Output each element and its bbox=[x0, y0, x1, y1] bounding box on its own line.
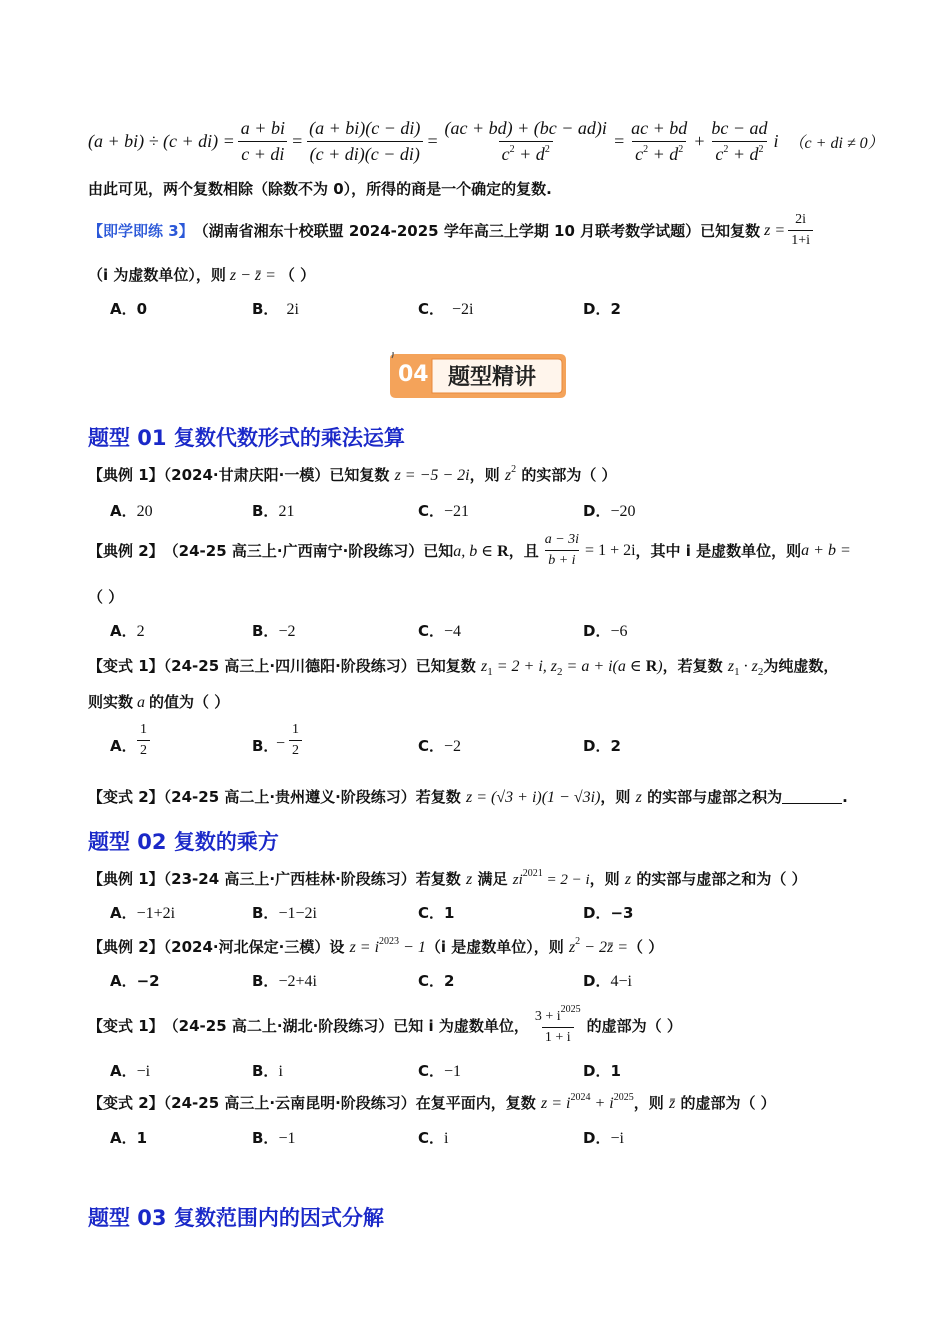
type-02-example-1: 【典例 1】（23-24 高三上·广西桂林·阶段练习）若复数 z 满足 $zi^{2021} = 2 - i$，则 z 的实部与虚部之和为（ ） bbox=[88, 868, 807, 888]
t2ex1-option-c[interactable]: C．1 bbox=[418, 904, 455, 922]
type-02-heading: 题型 02 复数的乘方 bbox=[88, 830, 279, 854]
t2var1-option-c[interactable]: C．−1 bbox=[418, 1062, 462, 1080]
t2var2-option-b[interactable]: B．−1 bbox=[252, 1129, 296, 1147]
formula-note: 由此可见，两个复数相除（除数不为 0），所得的商是一个确定的复数. bbox=[88, 180, 552, 198]
type-01-heading: 题型 01 复数代数形式的乘法运算 bbox=[88, 426, 405, 450]
t2ex2-option-c[interactable]: C．2 bbox=[418, 972, 455, 990]
t2var2-option-c[interactable]: C．i bbox=[418, 1129, 449, 1147]
var1-option-b[interactable]: B． bbox=[252, 737, 279, 755]
ex1-option-b[interactable]: B．21 bbox=[252, 502, 295, 520]
type-02-ex2-options bbox=[110, 970, 730, 994]
t2ex1-option-b[interactable]: B．−1−2i bbox=[252, 904, 317, 922]
t2var1-option-d[interactable]: D．1 bbox=[583, 1062, 621, 1080]
practice-3-option-d[interactable]: D．2 bbox=[583, 300, 621, 318]
type-01-ex2-options bbox=[110, 620, 730, 644]
practice-3-option-c[interactable]: C． −2i bbox=[418, 300, 474, 318]
type-01-var1-line2: 则实数 a 的值为（ ） bbox=[88, 693, 230, 711]
t2ex2-option-b[interactable]: B．−2+4i bbox=[252, 972, 317, 990]
ex1-option-c[interactable]: C．−21 bbox=[418, 502, 470, 520]
ex2-option-a[interactable]: A．2 bbox=[110, 622, 145, 640]
practice-3-option-a[interactable]: A．0 bbox=[110, 300, 148, 318]
practice-3-source: （湖南省湘东十校联盟 2024-2025 学年高三上学期 10 月联考数学试题）已知复数 bbox=[193, 222, 761, 240]
type-01-ex2-line2: （ ） bbox=[88, 588, 124, 606]
var1-option-d[interactable]: D．2 bbox=[583, 737, 621, 755]
t2var2-option-a[interactable]: A．1 bbox=[110, 1129, 148, 1147]
var1-option-a[interactable]: A． bbox=[110, 737, 137, 755]
t2var2-option-d[interactable]: D．−i bbox=[583, 1129, 624, 1147]
type-03-heading: 题型 03 复数范围内的因式分解 bbox=[88, 1206, 384, 1230]
practice-3-line2: （i 为虚数单位），则 z − z̄ = （ ） bbox=[88, 266, 316, 284]
t2ex2-option-d[interactable]: D．4−i bbox=[583, 972, 632, 990]
badge-title: 题型精讲 bbox=[448, 365, 537, 390]
type-02-ex1-options bbox=[110, 902, 730, 926]
type-01-variant-2: 【变式 2】（24-25 高二上·贵州遵义·阶段练习）若复数 z = (√3 + i)(1 − √3i)，则 z 的实部与虚部之积为 . bbox=[88, 788, 848, 806]
t2ex2-option-a[interactable]: A．−2 bbox=[110, 972, 160, 990]
type-02-variant-1: 【变式 1】 （24-25 高二上·湖北·阶段练习）已知 i 为虚数单位， $\frac{3 + i^{2025}}{1 + i}$ 的虚部为（ ） bbox=[88, 1004, 682, 1045]
ex2-option-b[interactable]: B．−2 bbox=[252, 622, 296, 640]
t2var1-option-a[interactable]: A．−i bbox=[110, 1062, 151, 1080]
t2ex1-option-a[interactable]: A．−1+2i bbox=[110, 904, 176, 922]
type-01-example-2: 【典例 2】 （24-25 高三上·广西南宁·阶段练习）已知 a, b ∈ R ，且 $\frac{a - 3i}{b + i}$ = 1 + 2i ，其中 i 是虚数单位，则 a + b = bbox=[88, 532, 851, 568]
section-badge bbox=[388, 352, 568, 398]
ex1-option-a[interactable]: A．20 bbox=[110, 502, 153, 520]
type-02-example-2: 【典例 2】（2024·河北保定·三模）设 $z = i^{2023} - 1(i$ 是虚数单位），则 $z^2$ − 2z̄ =（ ） bbox=[88, 936, 664, 956]
practice-3-option-b[interactable]: B． 2i bbox=[252, 300, 299, 318]
t2var1-option-b[interactable]: B．i bbox=[252, 1062, 283, 1080]
var1-option-c[interactable]: C．−2 bbox=[418, 737, 462, 755]
ex2-option-c[interactable]: C．−4 bbox=[418, 622, 462, 640]
type-01-var1-options: A． $\frac{1}{2}$ B． − $\frac{1}{2}$ C．−2 D．2 bbox=[110, 722, 621, 758]
formula-condition: （c + di ≠ 0） bbox=[788, 134, 884, 152]
type-01-example-1: 【典例 1】（2024·甘肃庆阳·一模）已知复数 z = −5 − 2i，则 $z^2$ 的实部为（ ） bbox=[88, 464, 617, 484]
practice-3-question: 【即学即练 3】 （湖南省湘东十校联盟 2024-2025 学年高三上学期 10 月联考数学试题）已知复数 z = $\frac{2i}{1+i}$ bbox=[88, 212, 816, 249]
badge-number: 04 bbox=[398, 362, 429, 387]
practice-3-tag: 【即学即练 3】 bbox=[88, 222, 194, 240]
ex2-option-d[interactable]: D．−6 bbox=[583, 622, 628, 640]
division-formula: (a + bi) ÷ (c + di) = $\frac{a + bi}{c + di}$ = $\frac{(a + bi)(c - di)}{(c + di)(c - di)}$ = $\frac{(ac + bd) + (bc - ad)i}{c^2 + d^2}$ = $\frac{ac + bd}{c^2 + d^2}$ + $\frac{bc - ad}{c^2 + d^2}$ i （c + di ≠ 0） bbox=[88, 117, 884, 164]
ex1-option-d[interactable]: D．−20 bbox=[583, 502, 636, 520]
type-01-variant-1: 【变式 1】（24-25 高三上·四川德阳·阶段练习）已知复数 $z_1 = 2 + i$, $z_2 = a + i(a$ ∈ R)，若复数 $z_1 \cdot z_2$为纯虚数， bbox=[88, 657, 839, 678]
t2ex1-option-d[interactable]: D．−3 bbox=[583, 904, 634, 922]
type-02-var1-options bbox=[110, 1060, 730, 1084]
type-02-variant-2: 【变式 2】（24-25 高三上·云南昆明·阶段练习）在复平面内，复数 $z = i^{2024} + i^{2025}$，则 z̄ 的虚部为（ ） bbox=[88, 1092, 776, 1112]
type-02-var2-options bbox=[110, 1127, 730, 1151]
type-01-ex1-options bbox=[110, 500, 730, 524]
